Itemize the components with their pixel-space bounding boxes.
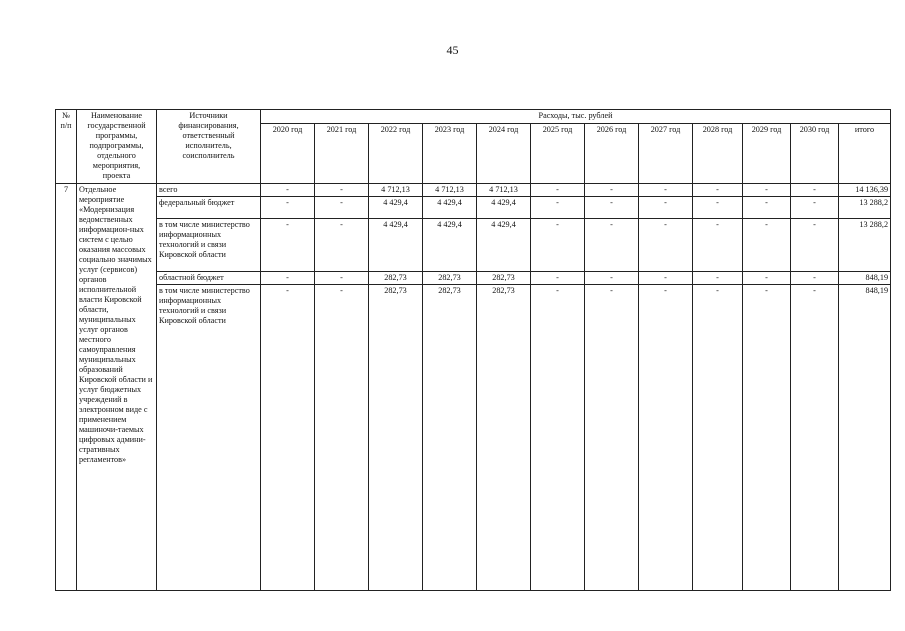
value-cell: - [639,197,693,219]
source-cell: областной бюджет [157,272,261,285]
value-cell: - [743,197,791,219]
value-cell: - [531,184,585,197]
value-cell: - [791,184,839,197]
value-cell: - [315,285,369,591]
value-cell: - [261,272,315,285]
value-cell: - [639,285,693,591]
value-cell: - [791,219,839,272]
value-cell: - [693,197,743,219]
value-cell: - [315,197,369,219]
table-row [56,197,891,219]
header-year: 2029 год [743,124,791,184]
value-cell: - [261,184,315,197]
value-cell: 4 429,4 [477,219,531,272]
page-number: 45 [446,43,459,57]
total-cell: 848,19 [839,285,891,591]
value-cell: 282,73 [423,285,477,591]
value-cell: - [693,272,743,285]
value-cell: - [639,272,693,285]
value-cell: 282,73 [369,272,423,285]
value-cell: - [531,197,585,219]
source-cell: в том числе министерство информационных технологий и связи Кировской области [157,219,261,272]
value-cell: 4 712,13 [369,184,423,197]
value-cell: 282,73 [477,272,531,285]
value-cell: - [585,219,639,272]
header-name: Наименование государственной программы, подпрограммы, отдельного мероприятия, проекта [77,110,157,184]
value-cell: - [585,285,639,591]
value-cell: - [585,272,639,285]
header-number: № п/п [56,110,77,184]
value-cell: - [531,219,585,272]
value-cell: - [585,184,639,197]
value-cell: - [261,285,315,591]
header-year: 2030 год [791,124,839,184]
value-cell: - [639,184,693,197]
value-cell: - [261,219,315,272]
total-cell: 13 288,2 [839,219,891,272]
value-cell: - [585,197,639,219]
value-cell: - [693,285,743,591]
value-cell: - [693,184,743,197]
header-year: 2020 год [261,124,315,184]
header-year: 2021 год [315,124,369,184]
header-year: 2026 год [585,124,639,184]
value-cell: 4 429,4 [369,197,423,219]
value-cell: - [531,285,585,591]
value-cell: 282,73 [477,285,531,591]
header-year: 2027 год [639,124,693,184]
value-cell: - [315,272,369,285]
table-row [56,285,891,591]
value-cell: - [639,219,693,272]
value-cell: - [743,272,791,285]
item-number: 7 [56,184,77,591]
value-cell: 4 429,4 [423,197,477,219]
header-sources: Источники финансирования, ответственный исполнитель, соисполнитель [157,110,261,184]
value-cell: 4 712,13 [477,184,531,197]
value-cell: 4 712,13 [423,184,477,197]
header-year: 2028 год [693,124,743,184]
value-cell: - [531,272,585,285]
header-year: 2025 год [531,124,585,184]
value-cell: - [791,197,839,219]
item-name: Отдельное мероприятие «Модернизация ведомственных информацион-ных систем с целью оказания массовых социально значимых услуг (сервисов) органов исполнительной власти Кировской области, муниципальных услуг органов местного самоуправления муниципальных образований Кировской области и услуг бюджетных учреждений в электронном виде с применением машиночи-таемых цифровых админи-стративных регламентов» [77,184,157,591]
value-cell: 4 429,4 [477,197,531,219]
value-cell: - [743,184,791,197]
source-cell: в том числе министерство информационных технологий и связи Кировской области [157,285,261,591]
total-cell: 14 136,39 [839,184,891,197]
value-cell: - [791,285,839,591]
header-expenses: Расходы, тыс. рублей [261,110,891,124]
value-cell: - [743,285,791,591]
value-cell: 4 429,4 [369,219,423,272]
value-cell: 282,73 [423,272,477,285]
value-cell: - [315,219,369,272]
value-cell: 4 429,4 [423,219,477,272]
value-cell: - [261,197,315,219]
value-cell: - [791,272,839,285]
header-year: 2024 год [477,124,531,184]
source-cell: федеральный бюджет [157,197,261,219]
header-year: 2022 год [369,124,423,184]
table-row [56,272,891,285]
value-cell: - [743,219,791,272]
source-cell: всего [157,184,261,197]
table-row [56,184,891,197]
budget-table [55,109,891,591]
total-cell: 13 288,2 [839,197,891,219]
header-total: итого [839,124,891,184]
value-cell: - [693,219,743,272]
value-cell: 282,73 [369,285,423,591]
value-cell: - [315,184,369,197]
header-year: 2023 год [423,124,477,184]
table-row [56,219,891,272]
total-cell: 848,19 [839,272,891,285]
